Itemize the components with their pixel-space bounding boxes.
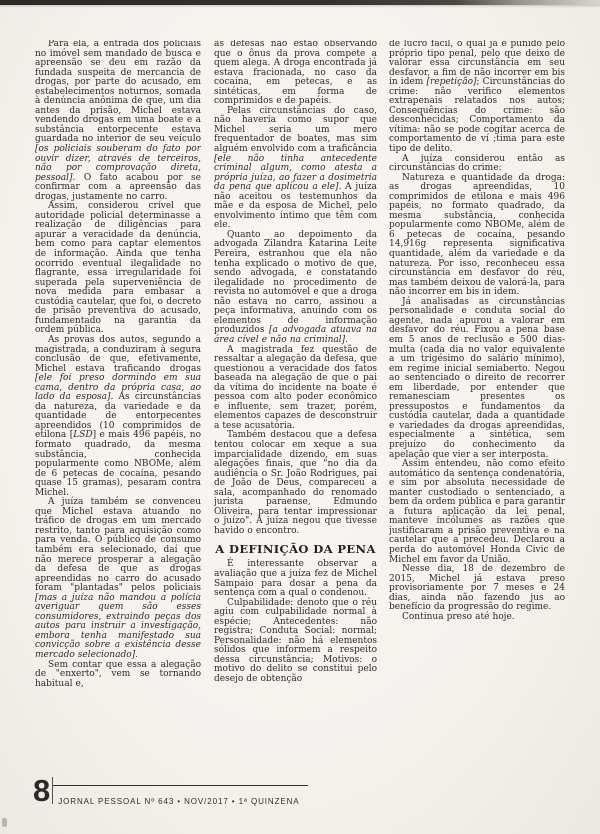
scan-top-edge-artifact [0, 0, 600, 5]
page-footer [33, 773, 308, 808]
section-heading: A DEFINIÇÃO DA PENA [215, 542, 376, 557]
scan-dust-artifact [2, 818, 7, 827]
article-body [35, 40, 565, 780]
paragraph: Natureza e quantidade da droga: as drogas apreendidas, 10 comprimidos de etilona e mais 496 papéis, no formato quadrado, da mesma substância, conhecida popularmente como NBOMe, além de 6 petecas de cocaína, pesando 14,916g representa significativa quantidade, além da variedade e da natureza. Por isso, reconheceu essa circunstância em desfavor do réu, mas também deixou de valorá-la, para não incorrer em bis in idem. [389, 172, 565, 298]
column-2 [214, 40, 377, 780]
paragraph: A juíza também se convenceu que Michel estava atuando no tráfico de drogas em um mercado restrito, tanto para aquisição como para venda. O público de consumo também era selecionado, daí que não merece prosperar a alegação da defesa de que as drogas apreendidas no carro do acusado foram "plantadas" pelos policiais [mas a juíza não mandou a polícia averiguar quem são esses consumidores, extraindo peças dos autos para instruir a investigação, embora tenha manifestado sua convicção sobre a existência desse mercado selecionado]. [35, 497, 201, 660]
paragraph: A magistrada fez questão de ressaltar a alegação da defesa, que questionou a veracidade dos fatos baseada na alegação de que o pai da vítima do incidente na boate é pessoa com alto poder econômico e influente, sem trazer, porém, elementos capazes de desconstruir a tese acusatória. [214, 344, 377, 431]
paragraph: Também destacou que a defesa tentou colocar em xeque a sua imparcialidade dizendo, em suas alegações finais, que "no dia da audiência o Sr. João Rodrigues, pai de João de Deus, compareceu a sala, acompanhado do renomado jurista paraense, Edmundo Oliveira, para tentar impressionar o juízo". A juíza negou que tivesse havido o encontro. [214, 430, 377, 536]
page-number: 8 [33, 773, 50, 808]
paragraph: Culpabilidade: denoto que o réu agiu com culpabilidade normal à espécie; Antecedentes: não registra; Conduta Social: normal; Personalidade: não há elementos sólidos que informem a respeito dessa circunstância; Motivos: o motivo do delito se constitui pelo desejo de obtenção [214, 597, 377, 684]
paragraph: Para ela, a entrada dos policiais no imóvel sem mandado de busca e apreensão se deu em razão da fundada suspeita de mercancia de drogas, por parte do acusado, em estabelecimentos noturnos, somada à denúncia anônima de que, um dia antes da prisão, Michel estava vendendo drogas em uma boate e a substância entorpecente estava guardada no interior de seu veículo [os policiais souberam do fato por ouvir dizer, através de terceiros, não por comprovação direta, pessoal]. O fato acabou por se confirmar com a apreensão das drogas, justamente no carro. [35, 40, 201, 202]
paragraph: A juíza considerou então as circunstâncias do crime: [389, 153, 565, 174]
paragraph: de lucro fácil, o qual já é punido pelo próprio tipo penal, pelo que deixo de valorar essa circunstância em seu desfavor, a fim de não incorrer em bis in idem [repetição]; Circunstâncias do crime: não verifico elementos extrapenais relatados nos autos; Consequências do crime: são desconhecidas; Comportamento da vítima: não se pode cogitar acerca de comportamento de ví ;tima para este tipo de delito. [389, 40, 565, 155]
paragraph: Continua preso até hoje. [402, 611, 515, 622]
paragraph: as defesas não estão observando que o ônus da prova compete a quem alega. A droga encontrada já estava fracionada, no caso da cocaína, em petecas, e as sintéticas, em forma de comprimidos e de papéis. [214, 40, 377, 107]
paragraph: Sem contar que essa a alegação de "enxerto", vem se tornando habitual e, [35, 659, 201, 689]
column-3 [389, 40, 565, 780]
column-1 [35, 40, 201, 780]
paragraph: Nesse dia, 18 de dezembro de 2015, Michel já estava preso provisoriamente por 7 meses e 24 dias, ainda não fazendo jus ao benefício da progressão do regime. [389, 564, 565, 613]
paragraph: É interessante observar a avaliação que a juíza fez de Michel Sampaio para dosar a pena da sentença com a qual o condenou. [214, 559, 377, 599]
paragraph: Pelas circunstâncias do caso, não haveria como supor que Michel seria um mero frequentador de boates, mas sim alguém envolvido com a traficância [ele não tinha antecedente criminal algum, como atesta a própria juíza, ao fazer a dosimetria da pena que aplicou a ele]. A juíza não aceitou os testemunhos da mãe e da esposa de Michel, pelo envolvimento íntimo que têm com ele. [214, 105, 377, 231]
journal-info: JORNAL PESSOAL Nº 643 • NOV/2017 • 1ª QUINZENA [58, 796, 300, 806]
paragraph: Assim, considerou crível que autoridade policial determinasse a realização de diligências para apurar a veracidade da denúncia, bem como para captar elementos de informação. Ainda que tenha ocorrido eventual ilegalidade no flagrante, essa irregularidade foi superada pela superveniência de nova medida para embasar a custódia cautelar, que foi, o decreto de prisão preventiva do acusado, fundamentado na garantia da ordem pública. [35, 201, 201, 336]
paragraph: Assim entendeu, não como efeito automático da sentença condenatória, e sim por absoluta necessidade de manter custodiado o sentenciado, a bem da ordem pública e para garantir a futura aplicação da lei penal, manteve incólumes as razões que justificaram a prisão preventiva e na cautelar que a precedeu. Declarou a perda do automóvel Honda Civic de Michel em favor da União. [389, 459, 565, 565]
paragraph: Quanto ao depoimento da advogada Zilandra Katarina Leite Pereira, estranhou que ela não tenha explicado o motivo de que, sendo advogada, e constatando ilegalidade no procedimento de revista no automóvel e que a droga não estava no carro, assinou a peça informativa, anuindo com os elementos de informação produzidos [a advogada atuava na área cível e não na criminal]. [214, 229, 377, 345]
footer-rule-block [53, 785, 307, 808]
paragraph: As provas dos autos, segundo a magistrada, a conduziram à segura conclusão de que, efetivamente, Michel estava traficando drogas [ele foi preso dormindo em sua cama, dentro da própria casa, ao lado da esposa]. As circunstâncias da natureza, da variedade e da quantidade de entorpecentes apreendidos (10 comprimidos de etilona [LSD] e mais 496 papéis, no formato quadrado, da mesma substância, conhecida popularmente como NBOMe, além de 6 petecas de cocaína, pesando quase 15 gramas), pesaram contra Michel. [35, 334, 201, 498]
paragraph: Já analisadas as circunstâncias personalidade e conduta social do agente, nada apurou a valorar em desfavor do réu. Fixou a pena base em 5 anos de reclusão e 500 dias-multa (cada dia no valor equivalente a um trigésimo do salário mínimo), em regime inicial semiaberto. Negou ao sentenciado o direito de recorrer em liberdade, por entender que remanesciam presentes os pressupostos e fundamentos da custódia cautelar, dada a quantidade e variedades da drogas apreendidas, especialmente a sintética, sem prejuízo do conhecimento da apelação que vier a ser interposta. [389, 296, 565, 460]
